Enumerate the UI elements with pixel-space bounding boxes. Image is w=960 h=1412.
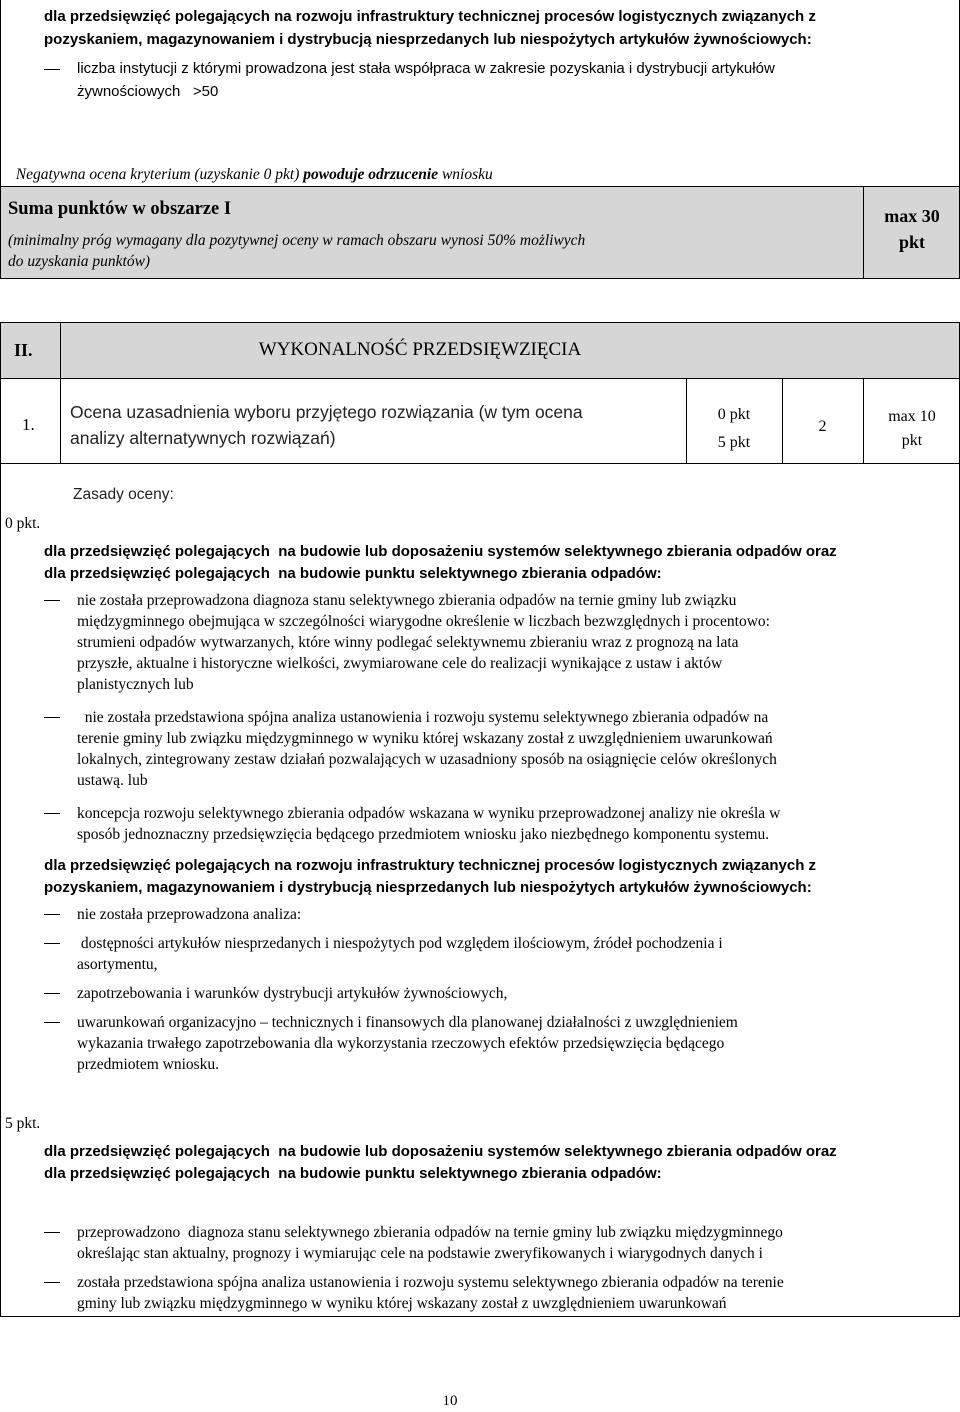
summary-title: Suma punktów w obszarze I bbox=[8, 199, 232, 219]
text-line: koncepcja rozwoju selektywnego zbierania odpadów wskazana w wyniku przeprowadzonej analizy nie określa w bbox=[77, 805, 781, 822]
section-ii-title: WYKONALNOŚĆ PRZEDSIĘWZIĘCIA bbox=[258, 339, 582, 360]
zero-c2 bbox=[77, 933, 723, 975]
dash-bullet bbox=[44, 1282, 60, 1283]
dash-bullet bbox=[44, 1232, 60, 1233]
dash-bullet bbox=[44, 69, 60, 70]
zero-c1: nie została przeprowadzona analiza: bbox=[77, 906, 302, 923]
negative-note-post: wniosku bbox=[438, 166, 493, 183]
five-points-label: 5 pkt. bbox=[5, 1115, 41, 1132]
top-bullet-line-2: żywnościowych >50 bbox=[77, 83, 219, 100]
dash-bullet bbox=[44, 813, 60, 814]
criterion-max-line-1: max 10 bbox=[888, 408, 936, 425]
five-heading-2: dla przedsięwzięć polegających na budowie punktu selektywnego zbierania odpadów: bbox=[44, 1165, 662, 1182]
negative-note-pre: Negatywna ocena kryterium (uzyskanie 0 pkt) bbox=[15, 166, 304, 183]
dash-bullet bbox=[44, 717, 60, 718]
zero-c3: zapotrzebowania i warunków dystrybucji artykułów żywnościowych, bbox=[77, 985, 508, 1002]
summary-max-line-2: pkt bbox=[898, 232, 925, 252]
text-line: przyszłe, aktualne i historyczne wielkości, zwymiarowane cele do realizacji wynikające z ustaw i aktów bbox=[77, 655, 723, 672]
row-divider-1 bbox=[60, 378, 61, 464]
text-line: uwarunkowań organizacyjno – technicznych i finansowych dla planowanej działalności z uwzględnieniem bbox=[77, 1014, 738, 1031]
five-bullet-2 bbox=[77, 1272, 784, 1314]
zero-heading-4: pozyskaniem, magazynowaniem i dystrybucją niesprzedanych lub niespożytych artykułów żywnościowych: bbox=[44, 879, 812, 896]
summary-note-line-2: do uzyskania punktów) bbox=[8, 253, 151, 270]
top-heading-line-1: dla przedsięwzięć polegających na rozwoju infrastruktury technicznej procesów logistycznych związanych z bbox=[44, 8, 816, 25]
text-line: dostępności artykułów niesprzedanych i niespożytych pod względem ilościowym, źródeł pochodzenia i bbox=[77, 935, 723, 952]
negative-note-bold: powoduje odrzucenie bbox=[303, 166, 439, 183]
text-line: określając stan aktualny, prognozy i wymiarując cele na podstawie zweryfikowanych i wiarygodnych danych i bbox=[77, 1245, 763, 1262]
dash-bullet bbox=[44, 943, 60, 944]
page-number: 10 bbox=[442, 1393, 458, 1409]
text-line: została przedstawiona spójna analiza ustanowienia i rozwoju systemu selektywnego zbierania odpadów na terenie bbox=[77, 1274, 784, 1291]
text-line: asortymentu, bbox=[77, 956, 158, 973]
text-line: terenie gminy lub związku międzygminnego w wyniku której wskazany został z uwzględnieniem uwarunkowań bbox=[77, 730, 773, 747]
dash-bullet bbox=[44, 600, 60, 601]
text-line: strumieni odpadów wytwarzanych, które winny podlegać selektywnemu zbieraniu wraz z prognozą na lata bbox=[77, 634, 739, 651]
zero-heading-1: dla przedsięwzięć polegających na budowie lub doposażeniu systemów selektywnego zbierania odpadów oraz bbox=[44, 543, 837, 560]
text-line: gminy lub związku międzygminnego w wyniku której wskazany został z uwzględnieniem uwarunkowań bbox=[77, 1295, 727, 1312]
text-line: planistycznych lub bbox=[77, 676, 194, 693]
summary-max-line-1: max 30 bbox=[884, 206, 940, 226]
text-line: ustawą. lub bbox=[77, 772, 148, 789]
top-heading-line-2: pozyskaniem, magazynowaniem i dystrybucją niesprzedanych lub niespożytych artykułów żywnościowych: bbox=[44, 31, 812, 48]
text-line: lokalnych, zintegrowany zestaw działań pozwalających w uzasadniony sposób na osiągnięcie celów określonych bbox=[77, 751, 777, 768]
criterion-points-5: 5 pkt bbox=[717, 434, 751, 451]
criterion-number: 1. bbox=[22, 415, 35, 434]
text-line: nie została przedstawiona spójna analiza ustanowienia i rozwoju systemu selektywnego zbierania odpadów na bbox=[77, 709, 769, 726]
criterion-max-line-2: pkt bbox=[901, 432, 923, 449]
five-bullet-1 bbox=[77, 1222, 783, 1264]
zero-bullet-1 bbox=[77, 590, 770, 695]
zero-heading-3: dla przedsięwzięć polegających na rozwoju infrastruktury technicznej procesów logistycznych związanych z bbox=[40, 857, 817, 874]
zero-points-label: 0 pkt. bbox=[5, 515, 41, 532]
negative-evaluation-note bbox=[8, 143, 493, 185]
dash-bullet bbox=[44, 993, 60, 994]
dash-bullet bbox=[44, 1022, 60, 1023]
top-bullet-line-1: liczba instytucji z którymi prowadzona jest stała współpraca w zakresie pozyskania i dystrybucji artykułów bbox=[77, 60, 775, 77]
text-line: przeprowadzono diagnoza stanu selektywnego zbierania odpadów na ternie gminy lub związku międzygminnego bbox=[77, 1224, 783, 1241]
text-line: wykazania trwałego zapotrzebowania dla wykorzystania rzeczowych efektów przedsięwzięcia będącego bbox=[77, 1035, 725, 1052]
text-line: międzygminnego obejmująca w szczególności wiarygodne określenie w liczbach bezwzględnych i procentowo: bbox=[77, 613, 770, 630]
section-ii-number: II. bbox=[14, 340, 33, 360]
dash-bullet bbox=[44, 914, 60, 915]
criterion-desc-line-1: Ocena uzasadnienia wyboru przyjętego rozwiązania (w tym ocena bbox=[70, 402, 583, 422]
text-line: przedmiotem wniosku. bbox=[77, 1056, 220, 1073]
zero-heading-2: dla przedsięwzięć polegających na budowie punktu selektywnego zbierania odpadów: bbox=[44, 565, 662, 582]
zero-bullet-2 bbox=[77, 707, 777, 791]
criterion-desc-line-2: analizy alternatywnych rozwiązań) bbox=[70, 428, 336, 448]
zero-bullet-3 bbox=[77, 803, 780, 845]
criterion-points-0: 0 pkt bbox=[717, 406, 751, 423]
zero-c4 bbox=[77, 1012, 738, 1075]
five-heading-1: dla przedsięwzięć polegających na budowie lub doposażeniu systemów selektywnego zbierania odpadów oraz bbox=[44, 1143, 837, 1160]
summary-note-line-1: (minimalny próg wymagany dla pozytywnej oceny w ramach obszaru wynosi 50% możliwych bbox=[8, 232, 586, 249]
text-line: sposób jednoznaczny przedsięwzięcia będącego przedmiotem wniosku jako niezbędnego komponentu systemu. bbox=[77, 826, 770, 843]
rules-label: Zasady oceny: bbox=[73, 486, 174, 503]
text-line: nie została przeprowadzona diagnoza stanu selektywnego zbierania odpadów na ternie gminy lub związku bbox=[77, 592, 737, 609]
criterion-weight: 2 bbox=[818, 418, 827, 435]
